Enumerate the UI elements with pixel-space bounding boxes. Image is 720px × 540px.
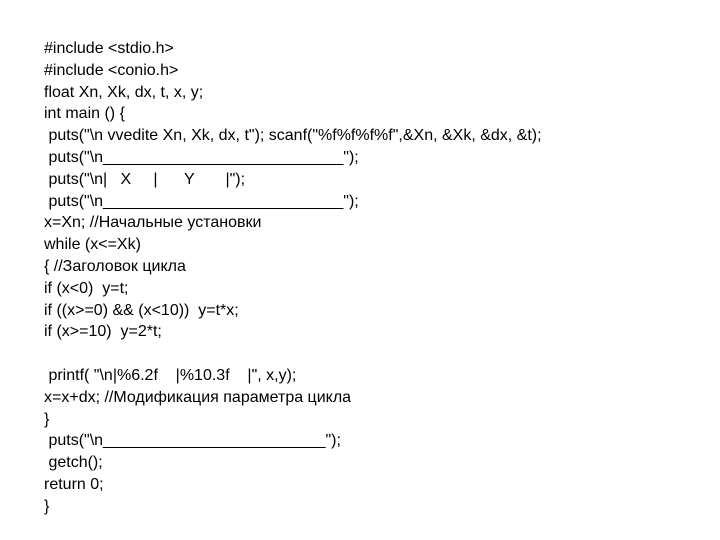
code-line-if-large: if (x>=10) y=2*t; xyxy=(44,323,162,341)
code-line-blank xyxy=(44,343,684,365)
code-line-printf: printf( "\n|%6.2f |%10.3f |", x,y); xyxy=(44,366,297,384)
code-line-include-conio: #include <conio.h> xyxy=(44,61,179,79)
code-listing xyxy=(44,38,684,518)
code-line-include-stdio: #include <stdio.h> xyxy=(44,40,174,57)
code-line-separator-1: puts("\n___________________________"); xyxy=(44,148,359,166)
code-line-loop-close: } xyxy=(44,410,50,428)
code-line-while: while (x<=Xk) xyxy=(44,236,141,254)
code-line-main-close: } xyxy=(44,497,50,515)
code-line-header: puts("\n| X | Y |"); xyxy=(44,170,246,188)
code-line-if-range: if ((x>=0) && (x<10)) y=t*x; xyxy=(44,301,239,319)
code-line-main: int main () { xyxy=(44,105,125,123)
code-line-return: return 0; xyxy=(44,475,104,493)
code-line-float-decl: float Xn, Xk, dx, t, x, y; xyxy=(44,83,204,101)
code-line-if-negative: if (x<0) y=t; xyxy=(44,279,129,297)
code-line-separator-2: puts("\n___________________________"); xyxy=(44,192,359,210)
code-line-increment: x=x+dx; //Модификация параметра цикла xyxy=(44,388,352,406)
code-line-separator-3: puts("\n_________________________"); xyxy=(44,432,341,450)
code-line-input: puts("\n vvedite Xn, Xk, dx, t"); scanf("%f%f%f%f",&Xn, &Xk, &dx, &t); xyxy=(44,127,542,145)
code-line-init: x=Xn; //Начальные установки xyxy=(44,214,262,232)
code-line-getch: getch(); xyxy=(44,454,103,472)
code-line-loop-open: { //Заголовок цикла xyxy=(44,257,186,275)
